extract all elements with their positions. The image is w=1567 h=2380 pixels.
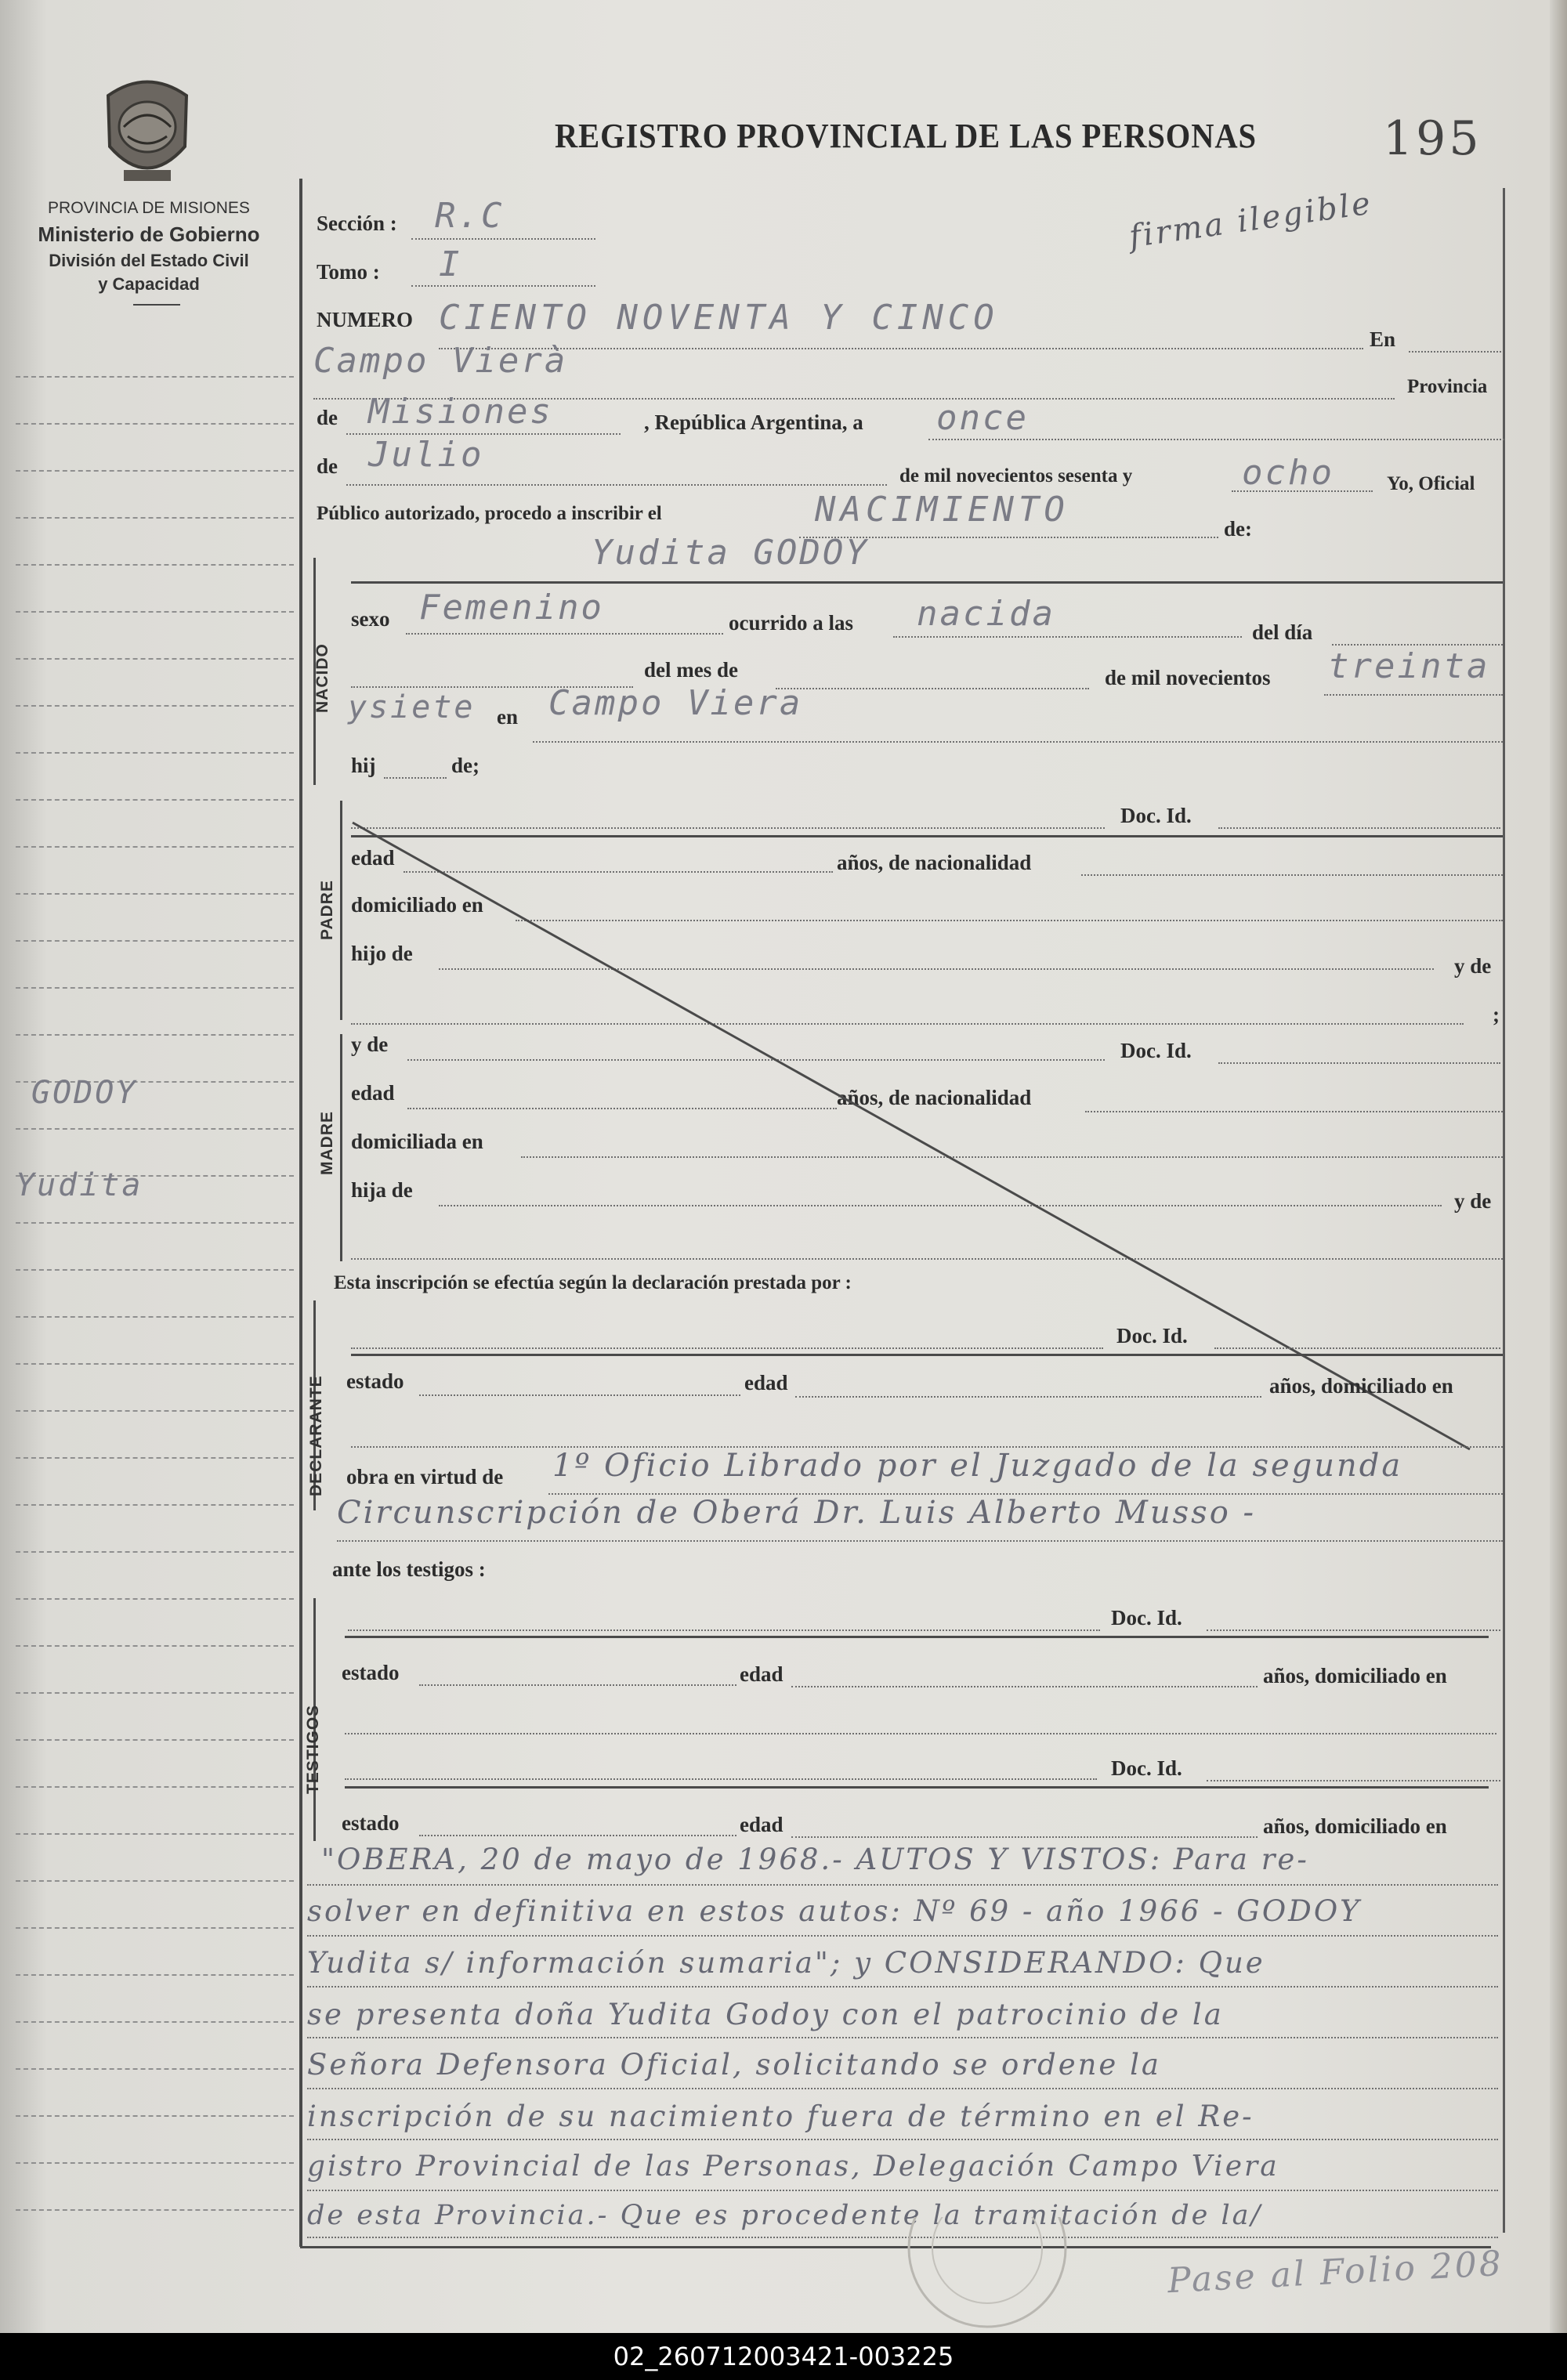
ocurrido-label: ocurrido a las — [729, 611, 853, 635]
madre-doc-label: Doc. Id. — [1120, 1039, 1192, 1062]
numero-line — [439, 348, 1363, 349]
sexo-label: sexo — [351, 607, 390, 631]
declarante-intro: Esta inscripción se efectúa según la declaración prestada por : — [334, 1272, 852, 1293]
anio-nac-cont: ysiete — [348, 689, 476, 725]
declarante-name-line — [351, 1347, 1103, 1349]
dia-value: once — [936, 398, 1029, 438]
madre-label: MADRE — [318, 1111, 336, 1175]
obra-label: obra en virtud de — [346, 1465, 504, 1488]
en-line — [1409, 351, 1501, 353]
coat-of-arms-icon — [92, 72, 202, 190]
declarante-edad-label: edad — [744, 1371, 788, 1394]
tomo-line — [411, 285, 595, 287]
lugar-nac-value: Campo Viera — [548, 683, 803, 723]
madre-yde2-label: y de — [1454, 1189, 1492, 1213]
dia-nac-line — [1332, 644, 1503, 646]
testigo2-edad-line — [791, 1836, 1258, 1838]
declarante-edad-line — [795, 1396, 1261, 1398]
republica-label: , República Argentina, a — [644, 411, 863, 434]
testigo1-edad-label: edad — [740, 1662, 784, 1686]
del-mes-label: del mes de — [644, 658, 738, 682]
issuer-divider — [133, 304, 180, 306]
transcript-line-1: "OBERA, 20 de mayo de 1968.- AUTOS Y VISTOS: Para re- — [321, 1843, 1309, 1876]
madre-bracket — [340, 1034, 342, 1261]
seccion-line — [411, 238, 595, 240]
cancel-strike-line — [345, 815, 1473, 1457]
mes-line — [346, 484, 887, 486]
padre-domicilio-label: domiciliado en — [351, 893, 483, 917]
numero-value: CIENTO NOVENTA Y CINCO — [439, 298, 999, 338]
transcript-line-8: de esta Provincia.- Que es procedente la tramitación de la/ — [307, 2200, 1263, 2231]
issuer-province: PROVINCIA DE MISIONES — [48, 199, 250, 217]
mil-label: de mil novecientos sesenta y — [899, 465, 1133, 486]
issuer-capacity: y Capacidad — [98, 274, 200, 294]
acto-value: NACIMIENTO — [815, 490, 1069, 530]
ante-testigos-label: ante los testigos : — [332, 1557, 486, 1581]
footer-note: Pase al Folio 208 — [1166, 2243, 1505, 2302]
official-signature: firma ilegible — [1127, 185, 1375, 255]
nombre-value: Yudita GODOY — [592, 533, 869, 573]
ocurrido-value: nacida — [917, 594, 1055, 634]
madre-nac-label: años, de nacionalidad — [837, 1086, 1032, 1109]
transcript-line-2: solver en definitiva en estos autos: Nº 69 - año 1966 - GODOY — [307, 1894, 1362, 1928]
ocurrido-line — [893, 636, 1242, 638]
declarante-doc-label: Doc. Id. — [1116, 1324, 1188, 1347]
testigo1-name-line — [348, 1629, 1100, 1631]
hij-label: hij — [351, 754, 376, 777]
nacido-rule — [351, 581, 1503, 584]
en-nac-label: en — [497, 705, 518, 729]
testigo1-doc-label: Doc. Id. — [1111, 1606, 1182, 1629]
padre-label: PADRE — [318, 880, 336, 940]
anio-value: ocho — [1242, 453, 1334, 493]
transcript-line-5: Señora Defensora Oficial, solicitando se ordene la — [307, 2048, 1161, 2082]
nacido-label: NACIDO — [313, 643, 331, 713]
padre-semicolon: ; — [1493, 1003, 1500, 1026]
testigo2-estado-label: estado — [342, 1811, 400, 1835]
padre-bracket — [340, 801, 342, 1020]
dia-line — [928, 439, 1504, 440]
image-caption: 02_260712003421-003225 — [0, 2333, 1567, 2380]
form-left-border — [299, 179, 302, 2247]
padre-doc-label: Doc. Id. — [1120, 804, 1192, 827]
padre-edad-label: edad — [351, 846, 395, 870]
provincia-value: Misiones — [368, 392, 553, 432]
tomo-label: Tomo : — [317, 260, 380, 284]
folio-number: 195 — [1383, 111, 1482, 166]
page-edge — [1550, 0, 1567, 2333]
issuer-division: División del Estado Civil — [49, 251, 249, 270]
testigo1-domicilio-line — [345, 1733, 1496, 1734]
transcript-line-6: inscripción de su nacimiento fuera de término en el Re- — [307, 2100, 1254, 2133]
issuer-ministry: Ministerio de Gobierno — [38, 222, 260, 246]
transcript-line-3: Yudita s/ información sumaria"; y CONSIDERANDO: Que — [307, 1946, 1265, 1980]
de2-label: de — [317, 454, 338, 478]
hij-line — [384, 777, 447, 779]
anio-nac-value: treinta — [1328, 646, 1490, 686]
transcript-line-7: gistro Provincial de las Personas, Delegación Campo Viera — [307, 2150, 1279, 2183]
declarante-estado-line — [419, 1394, 740, 1396]
declarante-rule — [351, 1354, 1503, 1356]
testigo2-edad-label: edad — [740, 1813, 784, 1836]
seccion-label: Sección : — [317, 212, 397, 235]
padre-hijo-label: hijo de — [351, 942, 413, 965]
mil-nov-label: de mil novecientos — [1105, 666, 1271, 689]
obra-text-line2: Circunscripción de Oberá Dr. Luis Alberto Musso - — [337, 1495, 1257, 1531]
testigo1-domicilio-label: años, domiciliado en — [1263, 1664, 1447, 1687]
testigo1-estado-line — [419, 1684, 736, 1686]
testigo1-doc-line — [1207, 1629, 1500, 1631]
padre-yde-label: y de — [1454, 954, 1492, 978]
mes-nac-line — [776, 688, 1089, 689]
padre-nac-label: años, de nacionalidad — [837, 851, 1032, 874]
margin-surname: GODOY — [31, 1075, 138, 1111]
de-label: de — [317, 406, 338, 429]
lugar-nac-line — [533, 741, 1503, 743]
official-stamp — [885, 2217, 1089, 2335]
testigo2-rule — [345, 1786, 1489, 1789]
provincia-label: Provincia — [1407, 376, 1488, 397]
page-title: REGISTRO PROVINCIAL DE LAS PERSONAS — [555, 117, 1257, 155]
testigo2-name-line — [345, 1778, 1097, 1780]
transcript-line-4: se presenta doña Yudita Godoy con el patrocinio de la — [307, 1998, 1224, 2031]
declarante-doc-line — [1214, 1347, 1500, 1349]
madre-edad-label: edad — [351, 1081, 395, 1105]
declarante-estado-label: estado — [346, 1369, 404, 1393]
testigos-label: TESTIGOS — [304, 1704, 322, 1794]
declarante-domicilio-label: años, domiciliado en — [1269, 1374, 1453, 1398]
del-dia-label: del día — [1252, 620, 1313, 644]
testigo2-doc-line — [1207, 1780, 1500, 1781]
mes-value: Julio — [368, 435, 484, 475]
en-label: En — [1370, 327, 1396, 351]
numero-label: NUMERO — [317, 308, 413, 331]
testigo2-domicilio-label: años, domiciliado en — [1263, 1814, 1447, 1838]
testigo1-estado-label: estado — [342, 1661, 400, 1684]
seccion-value: R.C — [435, 196, 505, 236]
testigo2-estado-line — [419, 1835, 736, 1836]
anio-nac-line — [1324, 694, 1503, 696]
de3-label: de: — [1224, 517, 1252, 541]
testigo2-doc-label: Doc. Id. — [1111, 1756, 1182, 1780]
testigo1-rule — [345, 1636, 1489, 1638]
madre-yde-label: y de — [351, 1033, 389, 1056]
madre-hija-label: hija de — [351, 1178, 413, 1202]
margin-given-name: Yudita — [16, 1167, 143, 1203]
declarante-label: DECLARANTE — [307, 1375, 325, 1496]
yo-oficial-label: Yo, Oficial — [1387, 473, 1475, 494]
obra-text-line1: 1º Oficio Librado por el Juzgado de la segunda — [552, 1448, 1403, 1484]
lugar-value: Campo Vierà — [313, 341, 568, 381]
testigo1-edad-line — [791, 1686, 1258, 1687]
madre-domicilio-label: domiciliada en — [351, 1130, 483, 1153]
hij-de-label: de; — [451, 754, 480, 777]
tomo-value: I — [439, 244, 462, 284]
sexo-line — [406, 633, 723, 635]
sexo-value: Femenino — [419, 588, 604, 628]
obra-line2 — [337, 1540, 1503, 1542]
form-right-border — [1503, 188, 1505, 2233]
publico-label: Público autorizado, procedo a inscribir el — [317, 503, 662, 524]
